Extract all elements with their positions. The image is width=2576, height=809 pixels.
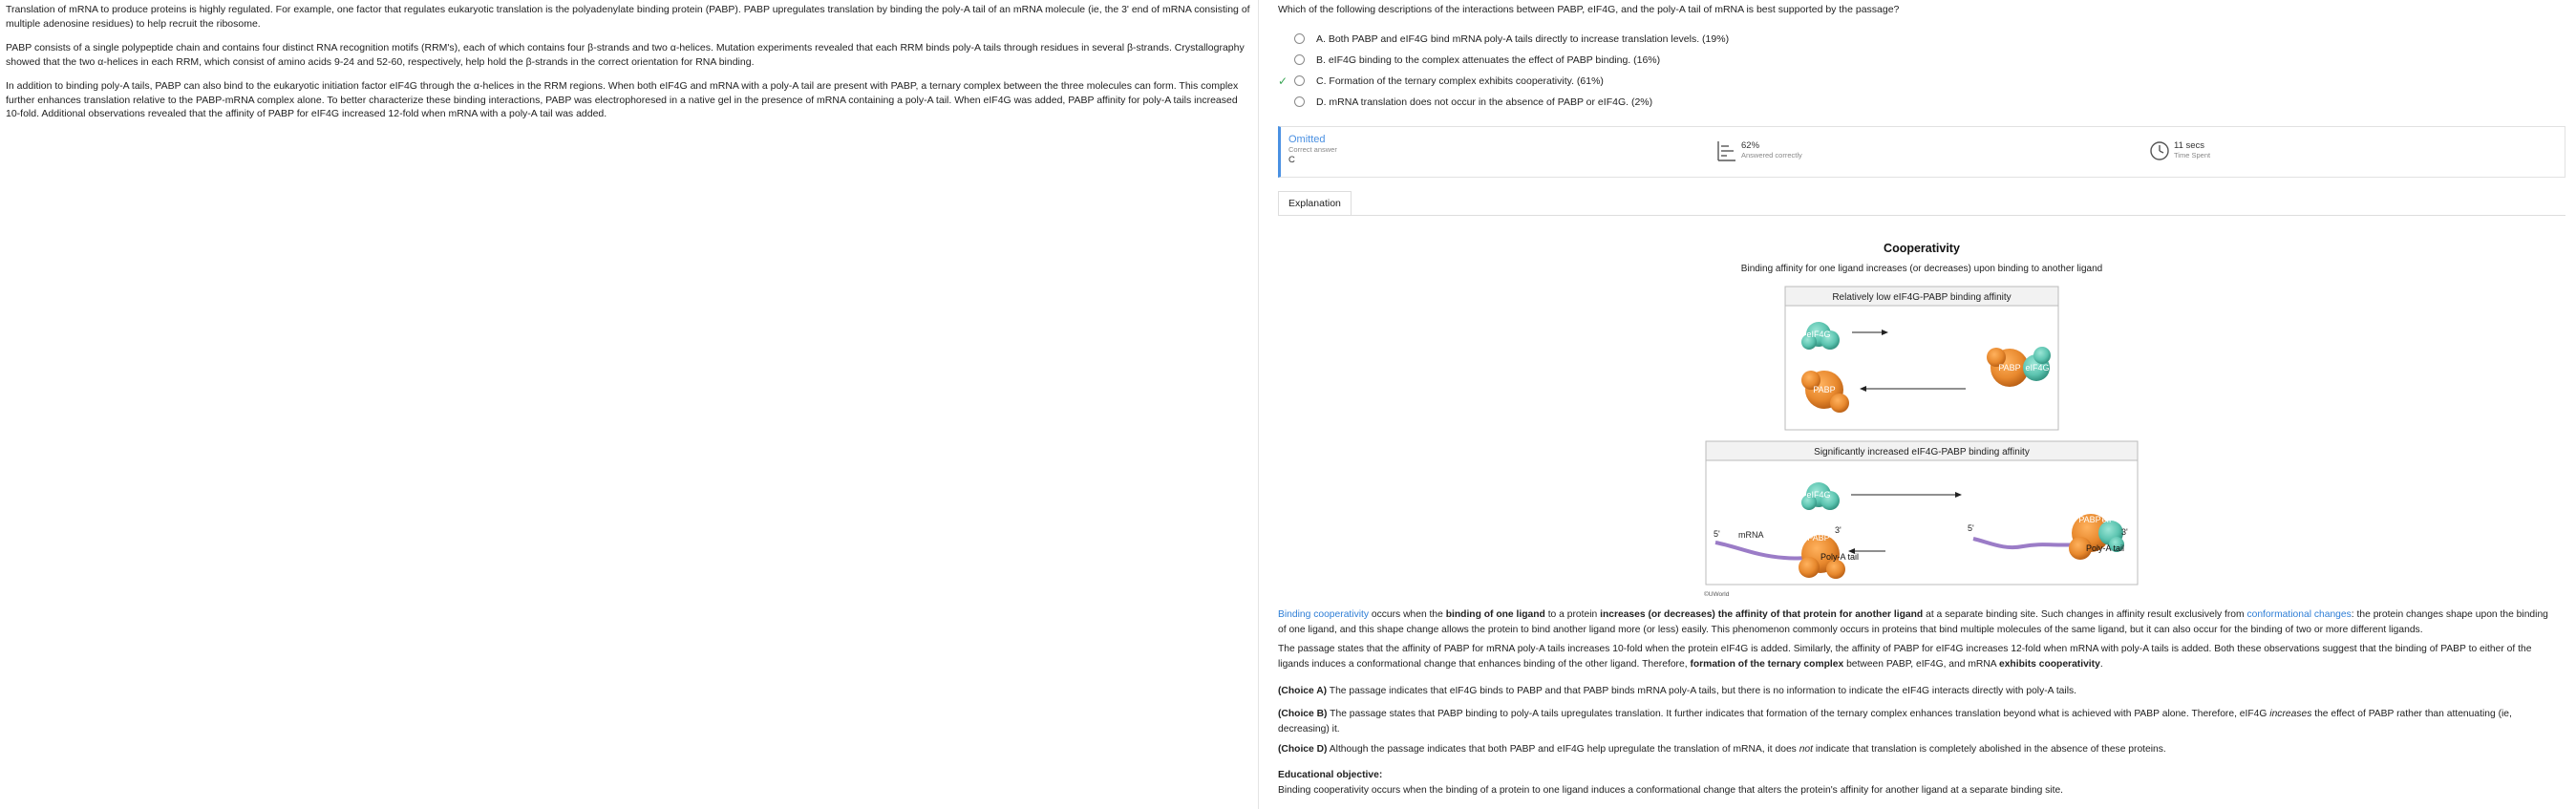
figure-panel-high-affinity (1706, 441, 2138, 585)
choice-label: (Choice A) (1278, 686, 1328, 696)
objective-label: Educational objective: (1278, 770, 1383, 780)
text-span: occurs when the (1369, 609, 1446, 620)
question-stem: Which of the following descriptions of the interactions between PABP, eIF4G, and the poly-A tail of mRNA is best supported by the passage? (1278, 4, 1900, 15)
cooperativity-figure (1278, 0, 2565, 602)
choice-d-explanation (1278, 742, 2558, 757)
mrna-label: mRNA (1738, 530, 1764, 540)
text-span: The passage states that PABP binding to poly-A tails upregulates translation. It further indicates that formation of the ternary complex enhances translation beyond what is achieved with PABP alone. Therefore, eIF4G (1327, 709, 2270, 719)
passage-paragraph-3: In addition to binding poly-A tails, PABP can also bind to the eukaryotic initiation factor eIF4G through the α-helices in the RRM regions. When both eIF4G and mRNA with a poly-A tail are present with PABP, a ternary complex between the three molecules can form. This complex further enhances translation relative to the PABP-mRNA complex alone. To better characterize these binding interactions, PABP was electrophoresed in a native gel in the presence of mRNA containing a poly-A tail. When eIF4G was added, PABP affinity for poly-A tails increased 10-fold. Additional observations revealed that the affinity of PABP for eIF4G increased 12-fold when mRNA with a poly-A tail was added. (6, 79, 1239, 120)
text-span: : the protein changes shape upon the binding of one ligand, and this shape change allows the protein to bind another ligand more (or less) easily. This phenomenon commonly occurs in proteins that bind multiple molecules of the same ligand, but it can also occur for the binding of two or more different ligands. (1278, 609, 2548, 635)
choice-a-explanation (1278, 684, 2558, 699)
educational-objective-text: Binding cooperativity occurs when the binding of a protein to one ligand induces a conformational change that alters the protein's affinity for another ligand at a separate binding site. (1278, 785, 2064, 796)
explanation-paragraph-1 (1278, 607, 2558, 637)
passage-paragraph-2: PABP consists of a single polypeptide chain and contains four distinct RNA recognition motifs (RRM's), each of which contains four β-strands and two α-helices. Mutation experiments revealed that each RRM binds poly-A tails through residues in several β-strands. Crystallography showed that the two α-helices in each RRM, which consist of amino acids 9-24 and 52-60, respectively, help hold the β-strands in the correct orientation for RNA binding. (6, 41, 1245, 68)
three-prime-label: 3' (1835, 525, 1842, 535)
bold-span: formation of the ternary complex (1690, 658, 1844, 670)
percent-label: Answered correctly (1741, 151, 1802, 160)
figure-subtitle: Binding affinity for one ligand increases (or decreases) upon binding to another ligand (1740, 264, 2103, 274)
text-span: The passage states that the affinity of PABP for mRNA poly-A tails increases 10-fold when the protein eIF4G is added. Similarly, the affinity of PABP for eIF4G increases 12-fold when mRNA with poly-A tails is added. Both these observations suggest that the binding of PABP to either of the ligands induces a conformational change that enhances binding of the other ligand. Therefore, (1278, 644, 2532, 670)
poly-a-tail-label: Poly-A tail (1820, 552, 1860, 562)
passage-paragraph-1: Translation of mRNA to produce proteins is highly regulated. For example, one factor that regulates eukaryotic translation is the polyadenylate binding protein (PABP). PABP upregulates translation by binding the poly-A tail of an mRNA molecule (ie, the 3' end of mRNA consisting of multiple adenosine residues) to help recruit the ribosome. (6, 4, 1250, 30)
bold-span: increases (or decreases) the affinity of that protein for another ligand (1600, 609, 1924, 620)
eif4g-label: eIF4G (1806, 490, 1831, 500)
choice-label: (Choice B) (1278, 709, 1328, 719)
answer-text-a: A. Both PABP and eIF4G bind mRNA poly-A tails directly to increase translation levels. (19%) (1316, 33, 1730, 45)
correct-answer-value: C (1288, 154, 1295, 165)
binding-cooperativity-link[interactable]: Binding cooperativity (1278, 609, 1370, 620)
complex-eif4g-label: eIF4G (2101, 515, 2126, 524)
text-span: . (2099, 658, 2103, 670)
pabp-label: PABP (1807, 533, 1830, 543)
correct-check-icon: ✓ (1278, 75, 1288, 88)
question-panel (1278, 0, 2567, 809)
choice-b-explanation (1278, 707, 2558, 736)
answer-text-b: B. eIF4G binding to the complex attenuates the effect of PABP binding. (16%) (1316, 54, 1661, 66)
panel1-title: Relatively low eIF4G-PABP binding affinity (1832, 292, 2012, 303)
italic-span: increases (2269, 709, 2312, 719)
correct-answer-label: Correct answer (1288, 145, 1337, 154)
complex-pabp-label: PABP (1998, 363, 2021, 373)
complex-eif4g-label: eIF4G (2025, 363, 2050, 373)
bold-span: binding of one ligand (1445, 609, 1545, 620)
answer-text-d: D. mRNA translation does not occur in the absence of PABP or eIF4G. (2%) (1316, 96, 1653, 108)
copyright-notice: ©UWorld (1704, 591, 1730, 598)
poly-a-tail-label: Poly-A tail (2086, 543, 2125, 553)
text-span: the effect of PABP rather than attenuating (ie, decreasing) it. (1278, 709, 2512, 734)
time-value: 11 secs (2174, 140, 2205, 151)
conformational-changes-link[interactable]: conformational changes (2246, 609, 2352, 620)
omitted-label: Omitted (1288, 134, 1326, 145)
choice-label: (Choice D) (1278, 744, 1328, 755)
text-span: indicate that translation is completely abolished in the absence of these proteins. (1813, 744, 2166, 755)
text-span: at a separate binding site. Such changes in affinity result exclusively from (1923, 609, 2247, 620)
time-label: Time Spent (2174, 151, 2211, 160)
five-prime-label: 5' (1968, 523, 1974, 533)
bold-span: exhibits cooperativity (1998, 658, 2100, 670)
percent-value: 62% (1741, 140, 1760, 151)
panel2-title: Significantly increased eIF4G-PABP binding affinity (1814, 447, 2030, 458)
complex-pabp-label: PABP (2078, 515, 2101, 524)
text-span: The passage indicates that eIF4G binds to PABP and that PABP binds mRNA poly-A tails, but there is no information to indicate the eIF4G interacts directly with poly-A tails. (1327, 686, 2076, 696)
tab-explanation[interactable]: Explanation (1278, 191, 1352, 215)
three-prime-label: 3' (2121, 527, 2128, 537)
explanation-paragraph-2 (1278, 642, 2558, 671)
pabp-label: PABP (1813, 385, 1836, 394)
figure-panel-low-affinity (1785, 287, 2058, 430)
passage-panel (0, 0, 1259, 809)
educational-objective-heading (1278, 768, 2558, 783)
text-span: to a protein (1544, 609, 1601, 620)
text-span: Although the passage indicates that both PABP and eIF4G help upregulate the translation of mRNA, it does (1327, 744, 1799, 755)
five-prime-label: 5' (1714, 529, 1720, 539)
answer-text-c: C. Formation of the ternary complex exhibits cooperativity. (61%) (1316, 75, 1604, 87)
italic-span: not (1799, 744, 1814, 755)
figure-title: Cooperativity (1884, 242, 1960, 255)
text-span: between PABP, eIF4G, and mRNA (1843, 658, 1999, 670)
eif4g-label: eIF4G (1806, 330, 1831, 339)
